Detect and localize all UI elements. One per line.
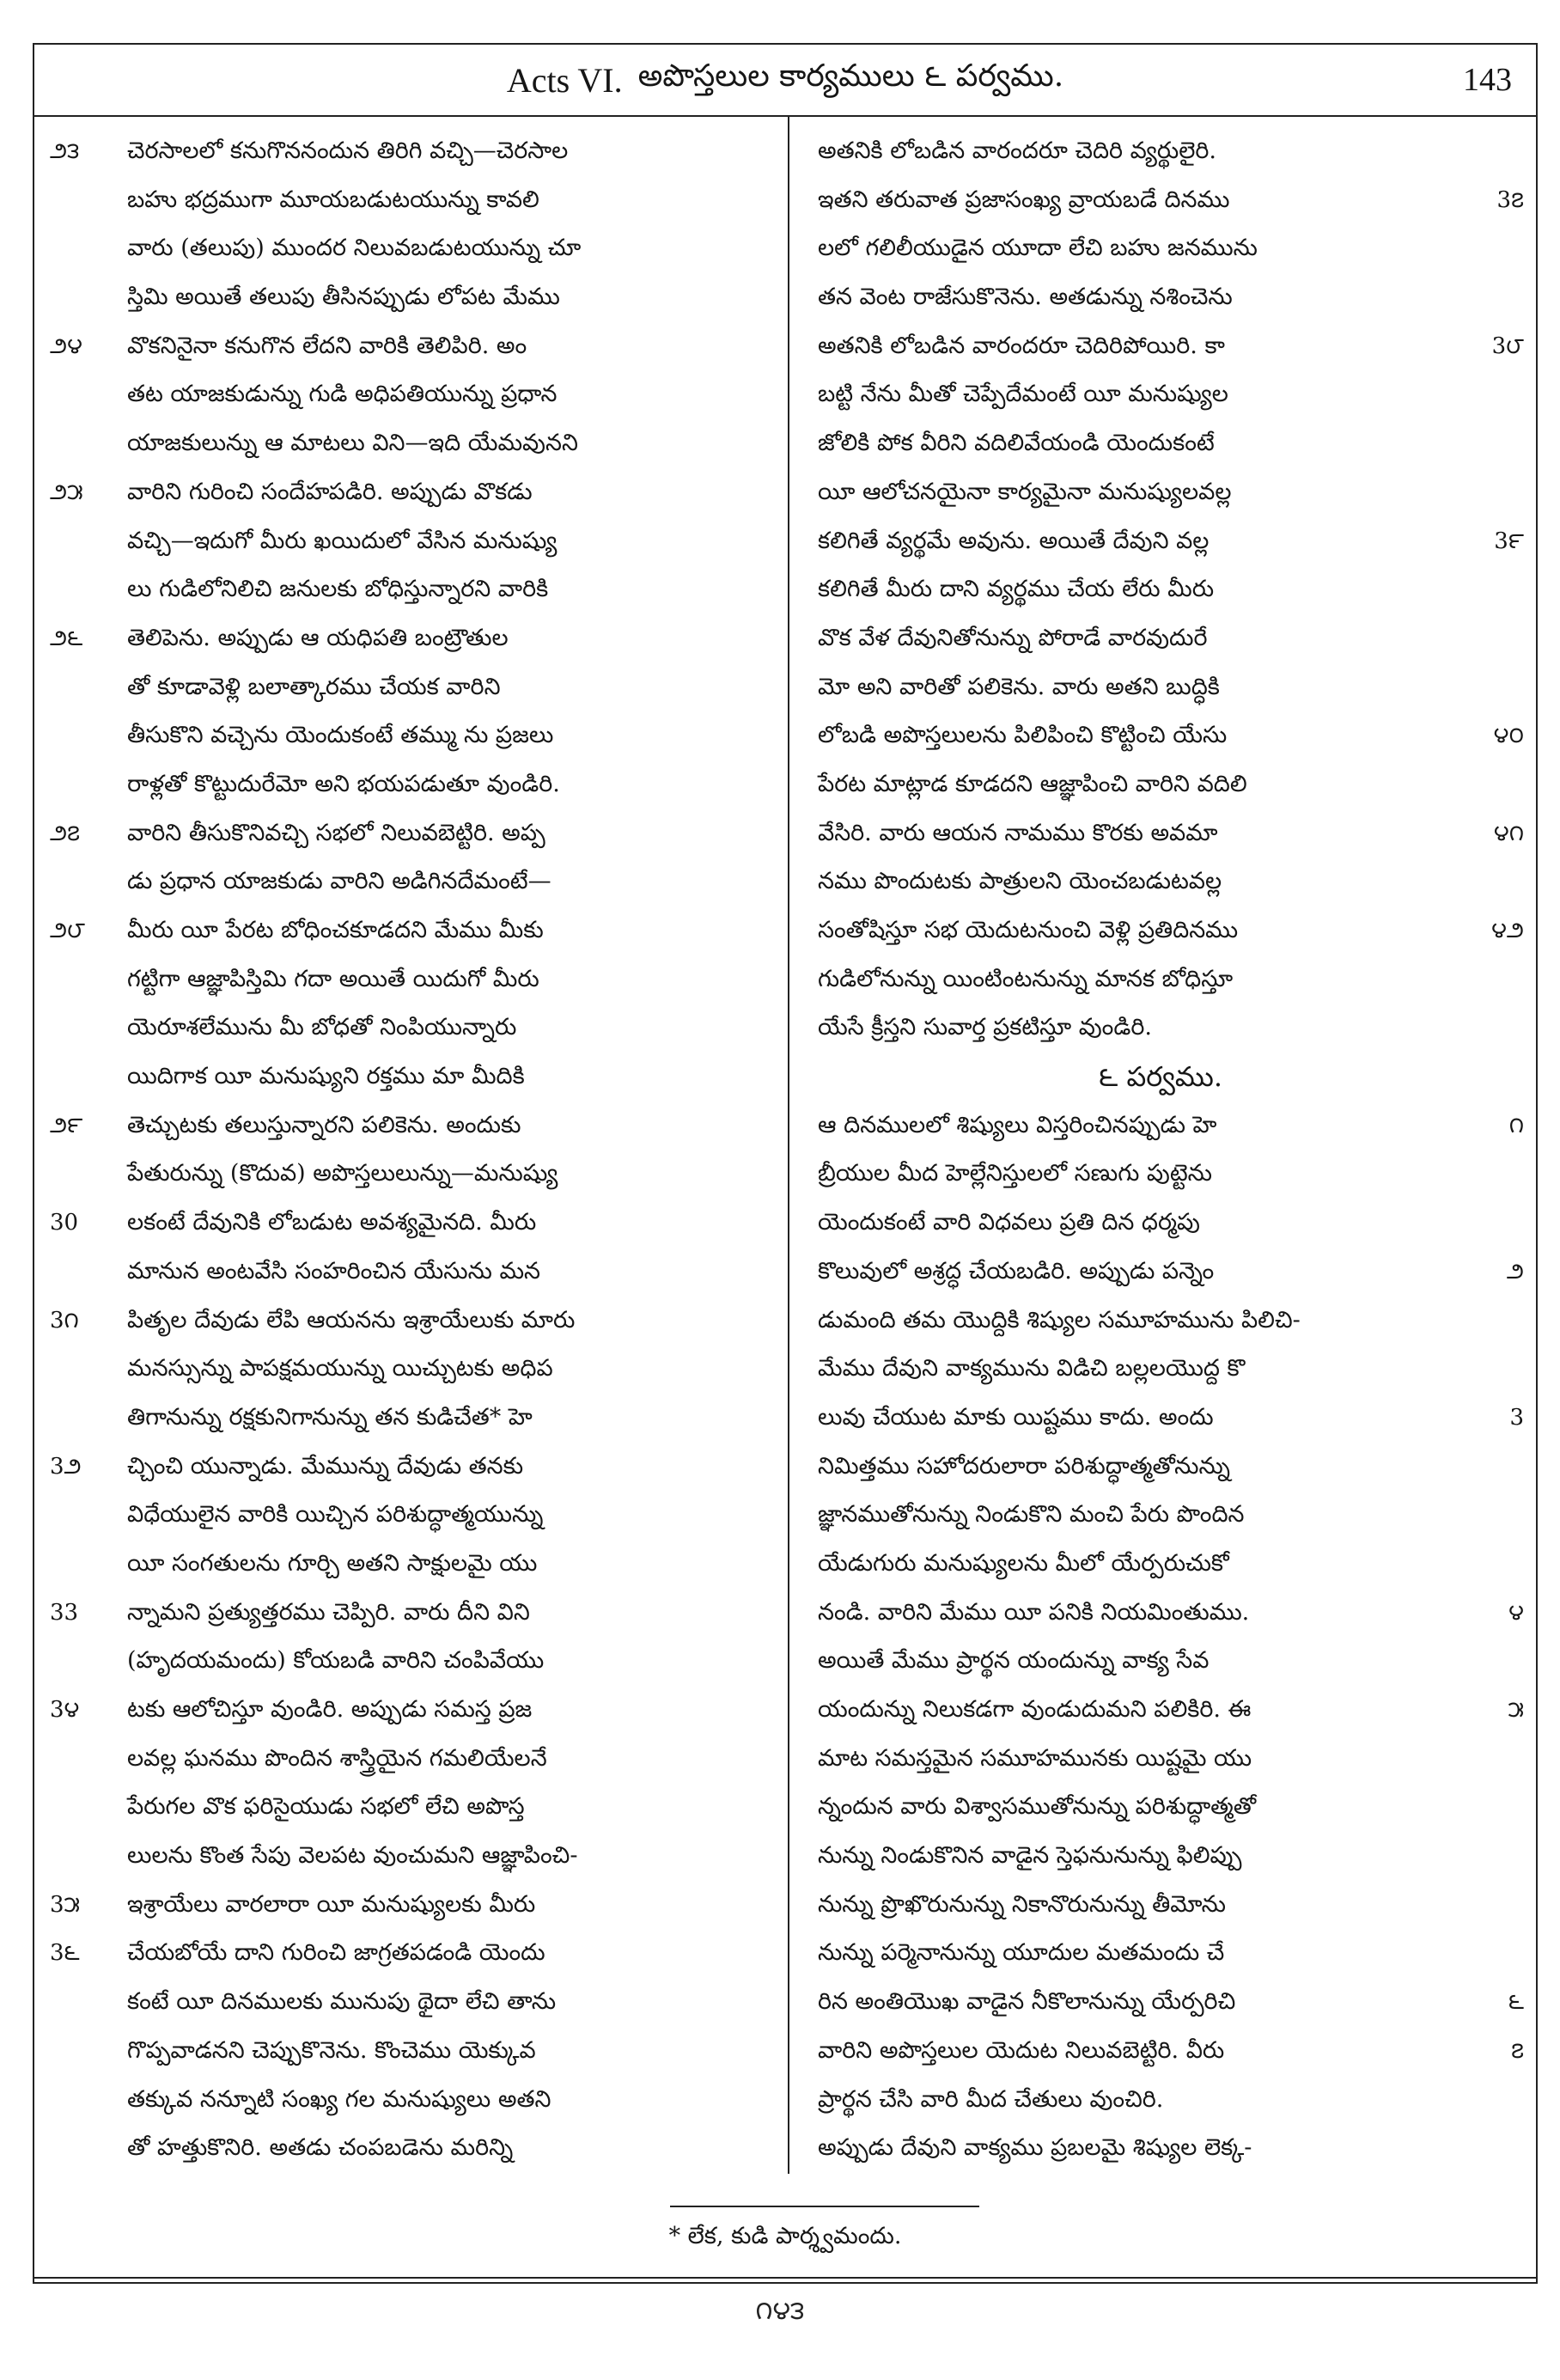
line-text: వారిని తీసుకొనివచ్చి సభలో నిలువబెట్టిరి. అప్ప (127, 819, 545, 846)
line-text: చ్చించి యున్నాడు. మేమున్ను దేవుడు తనకు (127, 1452, 524, 1480)
line-text: జోలికి పోక వీరిని వదిలివేయండి యెందుకంటే (818, 430, 1215, 457)
text-line (34, 857, 783, 906)
line-text: యిదిగాక యీ మనుష్యుని రక్తము మా మీదికి (127, 1063, 525, 1090)
line-text: న్నందున వారు విశ్వాసముతోనున్ను పరిశుద్ధాత్మతో (818, 1793, 1257, 1821)
verse-number: 3౭ (1496, 186, 1524, 213)
text-line (34, 1637, 783, 1686)
text-line (34, 1491, 783, 1540)
text-line (792, 614, 1529, 663)
text-line (792, 1978, 1529, 2027)
text-line (34, 273, 783, 322)
verse-number: 3 (1509, 1404, 1524, 1431)
line-text: గుడిలోనున్ను యింటింటనున్ను మానక బోధిస్తూ (818, 965, 1234, 992)
line-text: గట్టిగా ఆజ్ఞాపిస్తిమి గదా అయితే యిదుగో మీరు (127, 965, 539, 992)
verse-number: 3౬ (50, 1940, 80, 1967)
line-text: తో హత్తుకొనిరి. అతడు చంపబడెను మరిన్ని (127, 2134, 514, 2162)
text-line (34, 517, 783, 566)
text-line (34, 127, 783, 176)
text-line (34, 1929, 783, 1978)
text-line (792, 370, 1529, 419)
text-line (34, 809, 783, 858)
text-line (792, 322, 1529, 371)
text-line (792, 1881, 1529, 1930)
verse-number: ౪ (1508, 1599, 1524, 1626)
line-text: వొక వేళ దేవునితోనున్ను పోరాడే వారవుదురే (818, 624, 1208, 651)
footnote-rule (670, 2206, 979, 2207)
text-line (792, 1491, 1529, 1540)
verse-number: ౪౦ (1493, 723, 1524, 749)
text-line (792, 711, 1529, 760)
footnote: * లేక, కుడి పార్శ్వమందు. (668, 2223, 902, 2249)
line-text: టకు ఆలోచిస్తూ వుండిరి. అప్పుడు సమస్త ప్రజ (127, 1696, 533, 1723)
text-line (34, 760, 783, 809)
text-line (792, 906, 1529, 955)
text-line (34, 224, 783, 273)
text-line (792, 565, 1529, 614)
verse-number: ౭ (1511, 2037, 1524, 2064)
text-line (792, 809, 1529, 858)
line-text: తట యాజకుడున్ను గుడి అధిపతియున్ను ప్రధాన (127, 381, 558, 408)
text-line (34, 1297, 783, 1346)
verse-number: 3౫ (50, 1891, 81, 1918)
text-line (792, 224, 1529, 273)
line-text: జ్ఞానముతోనున్ను నిండుకొని మంచి పేరు పొందిన (818, 1501, 1245, 1529)
chapter-heading: ౬ పర్వము. (1099, 1060, 1222, 1094)
line-text: మాట సమస్తమైన సమూహమునకు యిష్టమై యు (818, 1744, 1252, 1772)
text-line (792, 1248, 1529, 1297)
verse-number: 3౪ (50, 1697, 80, 1723)
line-text: లువు చేయుట మాకు యిష్టము కాదు. అందు (818, 1403, 1214, 1431)
text-line (34, 2124, 783, 2173)
line-text: వొకనినైనా కనుగొన లేదని వారికి తెలిపిరి. అం (127, 332, 527, 359)
line-text: యీ ఆలోచనయైనా కార్యమైనా మనుష్యులవల్ల (818, 478, 1232, 505)
text-line (34, 1783, 783, 1832)
line-text: లవల్ల ఘనము పొందిన శాస్త్రియైన గమలియేలనే (127, 1744, 547, 1772)
line-text: తన వెంట రాజేసుకొనెను. అతడున్ను నశించెను (818, 284, 1233, 311)
line-text: మానున అంటవేసి సంహరించిన యేసును మన (127, 1257, 540, 1285)
verse-number: ౬ (1508, 1989, 1524, 2016)
verse-number: ౨౮ (50, 918, 85, 943)
right-column-top (792, 127, 1529, 1053)
text-line (34, 1978, 783, 2027)
text-line (34, 468, 783, 517)
text-line (34, 419, 783, 468)
line-text: కలిగితే వ్యర్థమే అవును. అయితే దేవుని వల్ల (818, 527, 1210, 554)
line-text: రిన అంతియొఖ వాడైన నీకొలానున్ను యేర్పరిచి (818, 1988, 1236, 2016)
line-text: లకంటే దేవునికి లోబడుట అవశ్యమైనది. మీరు (127, 1209, 537, 1236)
line-text: లు గుడిలోనిలిచి జనులకు బోధిస్తున్నారని వారికి (127, 576, 549, 603)
text-line (34, 614, 783, 663)
verse-number: ౨౪ (50, 333, 82, 359)
line-text: లలో గలిలీయుడైన యూదా లేచి బహు జనమును (818, 235, 1258, 262)
line-text: యాజకులున్ను ఆ మాటలు విని—ఇది యేమవునని (127, 430, 578, 457)
text-line (34, 565, 783, 614)
text-line (792, 1004, 1529, 1053)
line-text: స్తిమి అయితే తలుపు తీసినప్పుడు లోపట మేము (127, 284, 560, 311)
text-line (792, 1394, 1529, 1443)
verse-number: ౨౯ (50, 1112, 83, 1138)
verse-number: ౨౬ (50, 625, 83, 651)
verse-number: ౧ (1508, 1112, 1524, 1138)
text-line (792, 2076, 1529, 2125)
line-text: పేతురున్ను (కొదువ) అపొస్తలులున్ను—మనుష్యు (127, 1160, 558, 1187)
line-text: తిగానున్ను రక్షకునిగానున్ను తన కుడిచేత* హె (127, 1403, 533, 1431)
text-line (792, 1150, 1529, 1199)
text-line (34, 2027, 783, 2076)
line-text: తక్కువ నన్నూటి సంఖ్య గల మనుష్యులు అతని (127, 2085, 551, 2113)
verse-number: 3౧ (50, 1307, 79, 1333)
line-text: కలిగితే మీరు దాని వ్యర్థము చేయ లేరు మీరు (818, 576, 1215, 603)
text-line (792, 1345, 1529, 1394)
folio-number: ౧౪౩ (755, 2296, 805, 2326)
line-text: యెందుకంటే వారి విధవలు ప్రతి దిన ధర్మపు (818, 1209, 1200, 1236)
text-line (792, 1589, 1529, 1638)
text-line (34, 1053, 783, 1102)
line-text: ప్రార్థన చేసి వారి మీద చేతులు వుంచిరి. (818, 2085, 1164, 2113)
text-line (34, 1540, 783, 1589)
line-text: అతనికి లోబడిన వారందరూ చెదిరిపోయిరి. కా (818, 332, 1225, 359)
line-text: మనస్సున్ను పాపక్షమయున్ను యిచ్చుటకు అధిప (127, 1355, 553, 1382)
verse-number: 30 (50, 1210, 79, 1236)
left-column (34, 127, 783, 2173)
line-text: ఇశ్రాయేలు వారలారా యీ మనుష్యులకు మీరు (127, 1890, 536, 1918)
text-line (792, 663, 1529, 712)
text-line (34, 322, 783, 371)
right-column-bottom (792, 1102, 1529, 2173)
text-line (792, 1102, 1529, 1150)
bottom-rule (34, 2277, 1536, 2279)
line-text: చేయబోయే దాని గురించి జాగ్రతపడండి యెందు (127, 1939, 545, 1967)
line-text: యేడుగురు మనుష్యులను మీలో యేర్పరుచుకో (818, 1549, 1229, 1577)
verse-number: 3౨ (50, 1453, 82, 1480)
line-text: కొలువులో అశ్రద్ధ చేయబడిరి. అప్పుడు పన్నెం (818, 1257, 1215, 1285)
line-text: నండి. వారిని మేము యీ పనికి నియమింతుము. (818, 1598, 1250, 1626)
line-text: వారు (తలుపు) ముందర నిలువబడుటయున్ను చూ (127, 235, 582, 262)
text-line (792, 2027, 1529, 2076)
text-line (34, 1102, 783, 1150)
page-number: 143 (1463, 62, 1512, 98)
line-text: మేము దేవుని వాక్యమును విడిచి బల్లలయొద్ద కొ (818, 1355, 1246, 1382)
text-line (792, 1443, 1529, 1492)
line-text: యెరూశలేమును మీ బోధతో నింపియున్నారు (127, 1014, 517, 1041)
right-column (792, 127, 1529, 2173)
line-text: బట్టి నేను మీతో చెప్పేదేమంటే యీ మనుష్యుల (818, 381, 1228, 408)
text-line (34, 1881, 783, 1930)
text-line (792, 1832, 1529, 1881)
text-line (792, 468, 1529, 517)
text-line (792, 1929, 1529, 1978)
line-text: లులను కొంత సేపు వెలపట వుంచుమని ఆజ్ఞాపించి- (127, 1842, 578, 1870)
line-text: (హృదయమందు) కోయబడి వారిని చంపివేయు (127, 1647, 545, 1675)
text-line (792, 176, 1529, 225)
text-line (34, 1394, 783, 1443)
line-text: నిమిత్తము సహోదరులారా పరిశుద్ధాత్మతోనున్ను (818, 1452, 1230, 1480)
text-line (792, 517, 1529, 566)
line-text: వచ్చి—ఇదుగో మీరు ఖయిదులో వేసిన మనుష్యు (127, 527, 558, 554)
line-text: గొప్పవాడనని చెప్పుకొనెను. కొంచెము యెక్కువ (127, 2036, 536, 2064)
verse-number: 33 (50, 1599, 79, 1626)
text-line (792, 273, 1529, 322)
line-text: వారిని అపొస్తలుల యెదుట నిలువబెట్టిరి. వీరు (818, 2036, 1225, 2064)
text-line (34, 906, 783, 955)
text-line (792, 1735, 1529, 1784)
text-line (34, 955, 783, 1004)
text-line (792, 2124, 1529, 2173)
text-line (792, 1297, 1529, 1346)
line-text: ఆ దినములలో శిష్యులు విస్తరించినప్పుడు హె (818, 1111, 1217, 1138)
line-text: మీరు యీ పేరట బోధించకూడదని మేము మీకు (127, 917, 544, 943)
verse-number: ౨౩ (50, 138, 80, 164)
text-line (34, 1443, 783, 1492)
text-line (34, 1832, 783, 1881)
line-text: పేరట మాట్లాడ కూడదని ఆజ్ఞాపించి వారిని వదిలి (818, 770, 1247, 797)
text-line (792, 419, 1529, 468)
verse-number: ౪౨ (1491, 918, 1524, 943)
line-text: అతనికి లోబడిన వారందరూ చెదిరి వ్యర్థులైరి. (818, 137, 1217, 164)
line-text: న్నామని ప్రత్యుత్తరము చెప్పిరి. వారు దీని విని (127, 1598, 530, 1626)
line-text: నము పొందుటకు పాత్రులని యెంచబడుటవల్ల (818, 868, 1222, 895)
line-text: కంటే యీ దినములకు మునుపు థైదా లేచి తాను (127, 1988, 557, 2016)
line-text: డుమంది తమ యొద్దికి శిష్యుల సమూహమును పిలిచి- (818, 1306, 1301, 1333)
verse-number: ౨ (1506, 1258, 1524, 1285)
line-text: అప్పుడు దేవుని వాక్యము ప్రబలమై శిష్యుల లెక్క- (818, 2134, 1252, 2162)
running-title: అపొస్తలుల కార్యములు ౬ పర్వము. (637, 58, 1064, 94)
text-line (34, 1686, 783, 1735)
line-text: మో అని వారితో పలికెను. వారు అతని బుద్ధికి (818, 673, 1220, 700)
verse-number: ౪౧ (1493, 820, 1524, 846)
line-text: పితృల దేవుడు లేపి ఆయనను ఇశ్రాయేలుకు మారు (127, 1306, 576, 1333)
line-text: చెరసాలలో కనుగొననందున తిరిగి వచ్చి—చెరసాల (127, 137, 569, 164)
column-divider (788, 115, 789, 2174)
text-line (792, 1199, 1529, 1248)
line-text: తో కూడావెళ్లి బలాత్కారము చేయక వారిని (127, 673, 501, 700)
line-text: డు ప్రధాన యాజకుడు వారిని అడిగినదేమంటే— (127, 868, 551, 895)
text-line (34, 1735, 783, 1784)
line-text: రాళ్లతో కొట్టుదురేమో అని భయపడుతూ వుండిరి. (127, 770, 560, 797)
book-reference: Acts VI. (506, 60, 623, 100)
text-line (34, 2076, 783, 2125)
line-text: యేసే క్రీస్తని సువార్త ప్రకటిస్తూ వుండిరి. (818, 1014, 1152, 1041)
text-line (792, 760, 1529, 809)
line-text: విధేయులైన వారికి యిచ్చిన పరిశుద్ధాత్మయున్ను (127, 1501, 544, 1529)
page-frame (33, 43, 1538, 2284)
text-line (34, 663, 783, 712)
verse-number: 3౯ (1494, 528, 1524, 554)
text-line (792, 127, 1529, 176)
text-line (792, 1637, 1529, 1686)
text-line (34, 370, 783, 419)
text-line (34, 1199, 783, 1248)
line-text: వేసిరి. వారు ఆయన నామము కొరకు అవమా (818, 819, 1218, 846)
text-line (792, 1783, 1529, 1832)
verse-number: 3౮ (1491, 333, 1524, 359)
verse-number: ౨౭ (50, 820, 80, 846)
line-text: వారిని గురించి సందేహపడిరి. అప్పుడు వొకడు (127, 478, 533, 505)
line-text: బ్రీయుల మీద హెల్లేనిస్తులలో సణుగు పుట్టెను (818, 1160, 1212, 1187)
running-header (34, 45, 1536, 117)
text-line (792, 1686, 1529, 1735)
text-line (34, 1345, 783, 1394)
line-text: యీ సంగతులను గూర్చి అతని సాక్షులమై యు (127, 1549, 538, 1577)
line-text: అయితే మేము ప్రార్థన యందున్ను వాక్య సేవ (818, 1647, 1210, 1675)
line-text: తెచ్చుటకు తలుస్తున్నారని పలికెను. అందుకు (127, 1111, 521, 1138)
text-line (792, 955, 1529, 1004)
line-text: లోబడి అపొస్తలులను పిలిపించి కొట్టించి యేసు (818, 722, 1228, 749)
verse-number: ౫ (1508, 1697, 1524, 1723)
text-line (34, 1150, 783, 1199)
text-line (34, 1248, 783, 1297)
line-text: సంతోషిస్తూ సభ యెదుటనుంచి వెళ్లి ప్రతిదినము (818, 917, 1239, 943)
line-text: పేరుగల వొక ఫరిసైయుడు సభలో లేచి అపొస్త (127, 1793, 525, 1821)
line-text: నున్ను నిండుకొనిన వాడైన స్తెఫనునున్ను ఫిలిప్పు (818, 1842, 1242, 1870)
text-line (34, 1589, 783, 1638)
line-text: యందున్ను నిలుకడగా వుండుదుమని పలికిరి. ఈ (818, 1696, 1252, 1723)
line-text: నున్ను పర్మెనానున్ను యూదుల మతమందు చే (818, 1939, 1225, 1967)
line-text: ఇతని తరువాత ప్రజాసంఖ్య వ్రాయబడే దినము (818, 186, 1230, 213)
line-text: తీసుకొని వచ్చెను యెందుకంటే తమ్ము ను ప్రజలు (127, 722, 554, 749)
text-line (34, 176, 783, 225)
line-text: తెలిపెను. అప్పుడు ఆ యధిపతి బంట్రౌతుల (127, 624, 509, 651)
text-line (792, 1540, 1529, 1589)
line-text: నున్ను ప్రొఖొరునున్ను నికానొరునున్ను తీమోను (818, 1890, 1226, 1918)
text-line (792, 857, 1529, 906)
verse-number: ౨౫ (50, 479, 83, 505)
line-text: బహు భద్రముగా మూయబడుటయున్ను కావలి (127, 186, 539, 213)
text-line (34, 1004, 783, 1053)
text-line (34, 711, 783, 760)
